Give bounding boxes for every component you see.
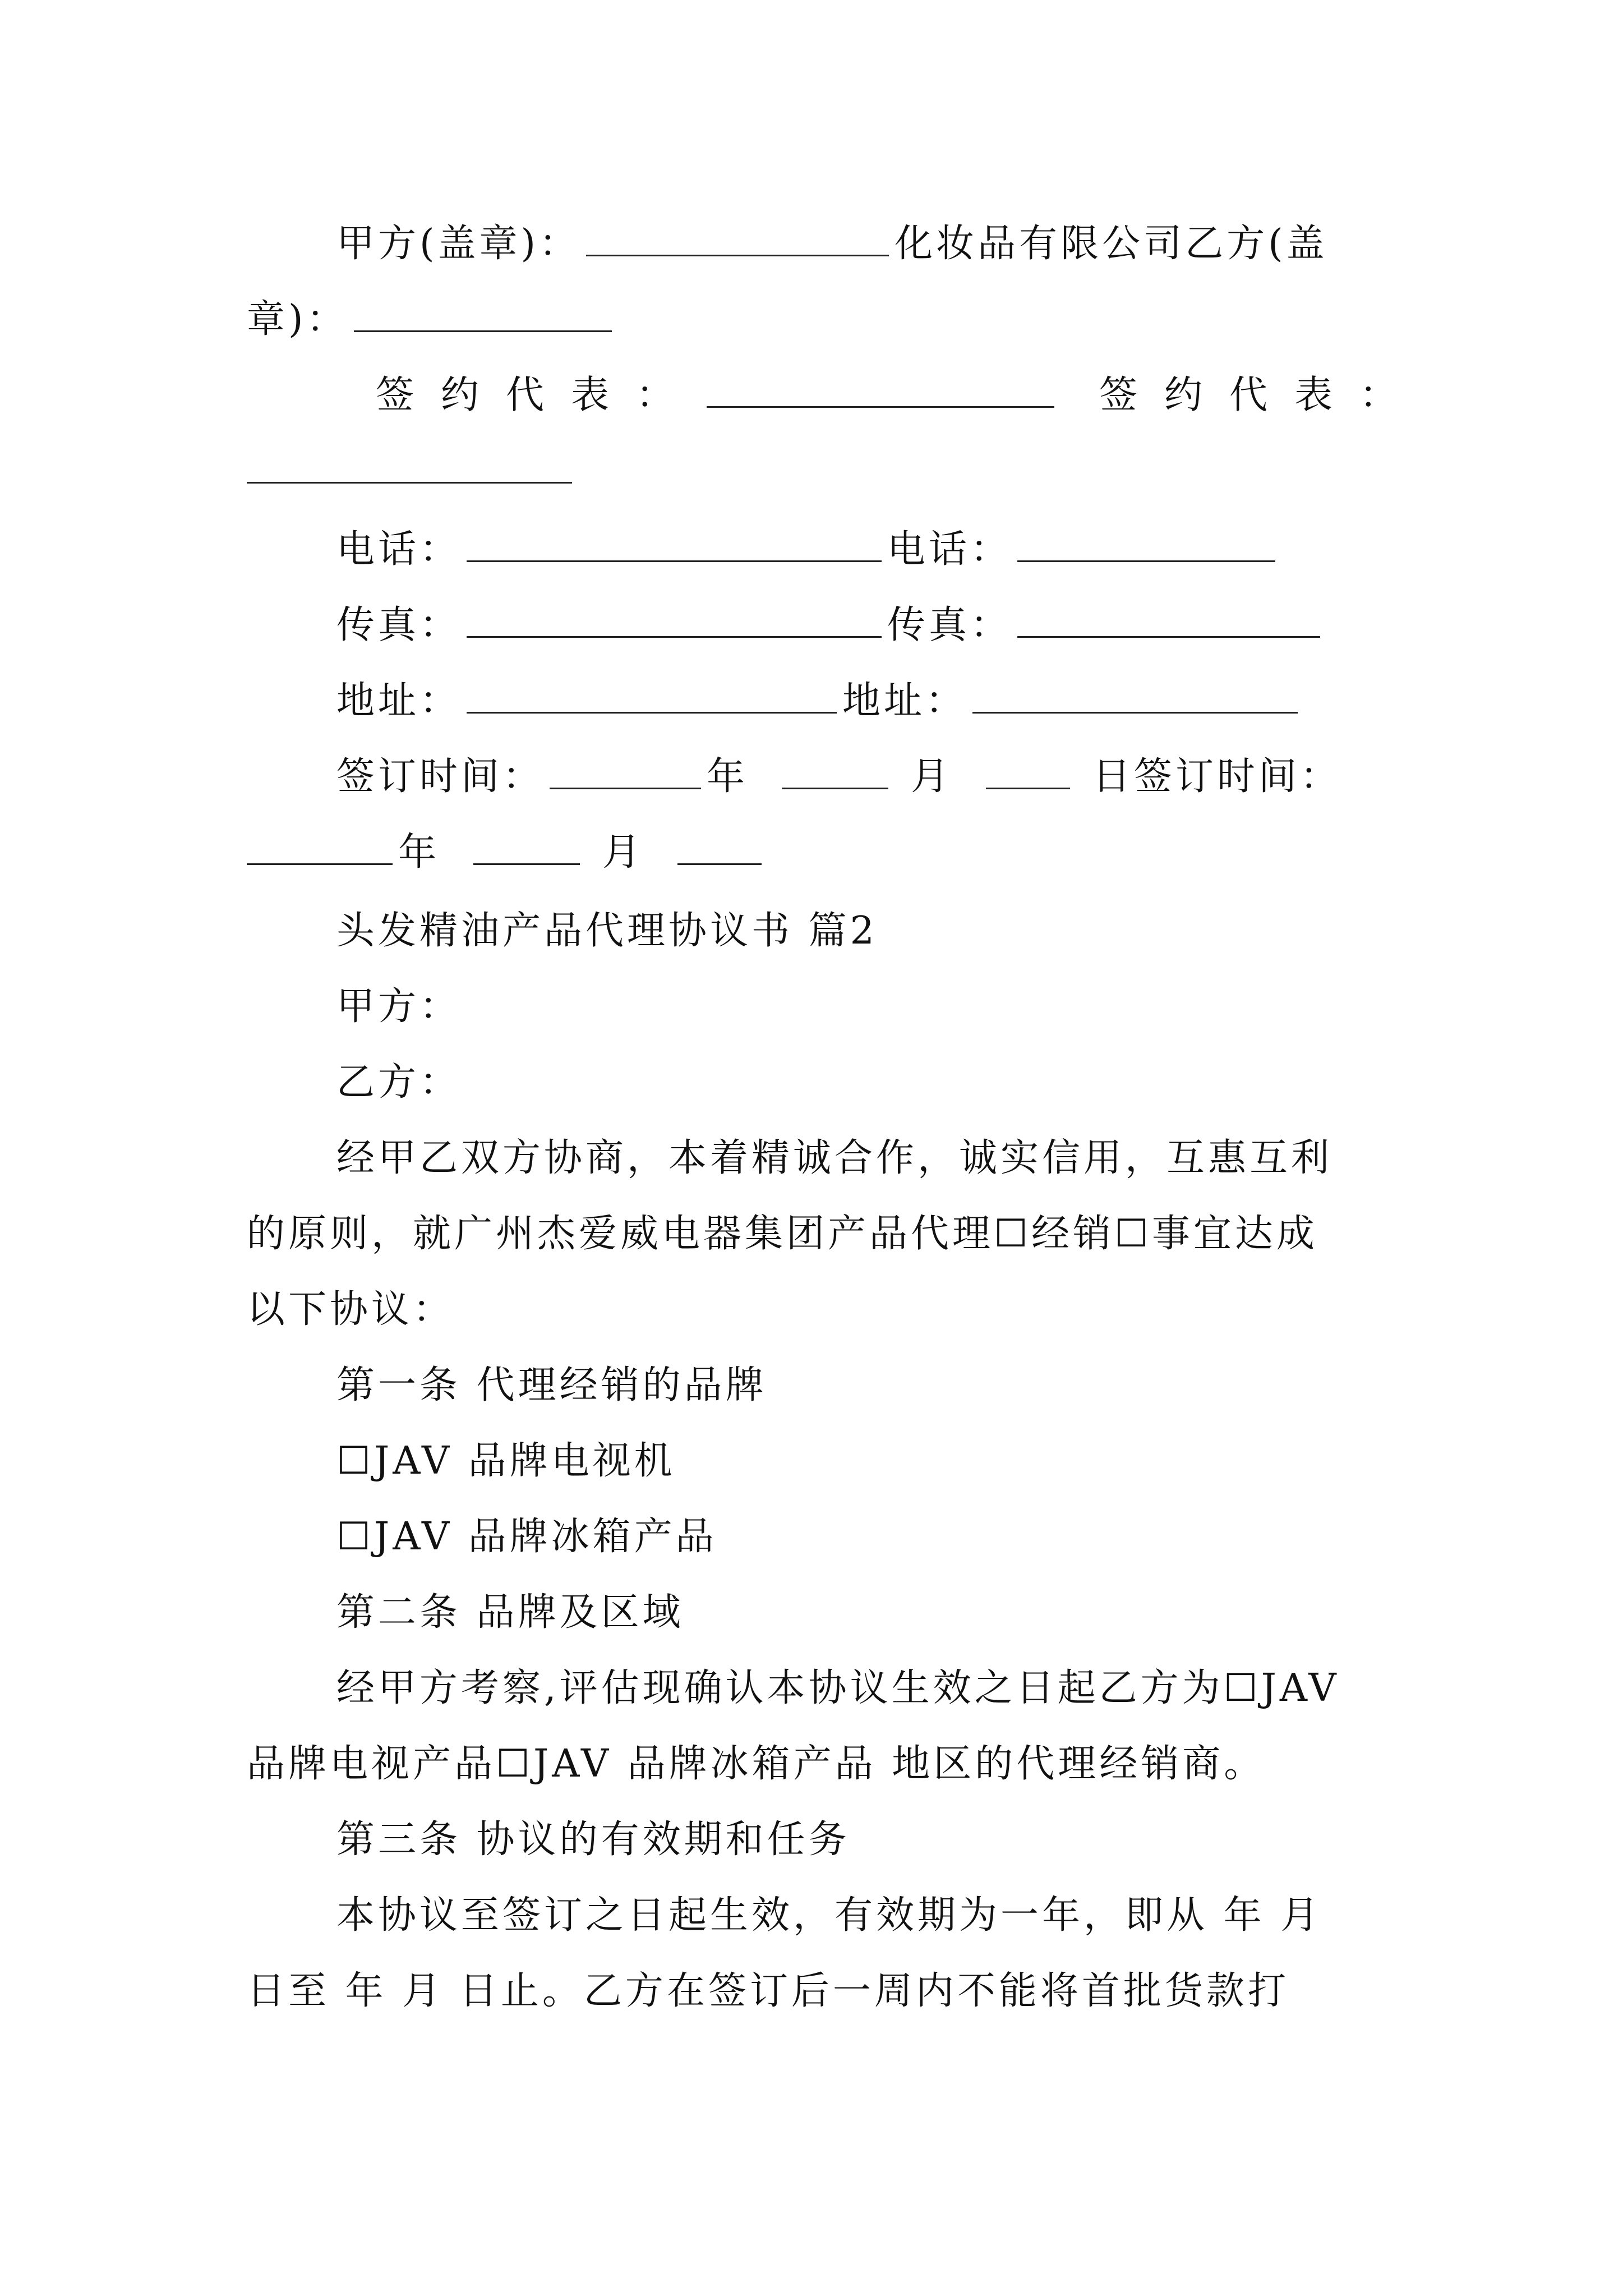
party-a-label: 甲方： (336, 984, 462, 1029)
party-a-seal-label: 甲方(盖章)： (336, 222, 581, 266)
phone-a-label: 电话： (336, 527, 462, 572)
year-b-label: 年 (398, 830, 440, 875)
rep-a-label: 签约代表： (376, 373, 702, 417)
section-title: 头发精油产品代理协议书 篇2 (336, 909, 878, 953)
month-b-blank (473, 831, 580, 865)
party-b-label: 乙方： (336, 1060, 462, 1105)
party-b-blank (354, 298, 612, 332)
fax-a-label: 传真： (336, 603, 462, 647)
article-1-item-2: ☐JAV 品牌冰箱产品 (336, 1515, 717, 1559)
phone-a-blank (467, 528, 882, 562)
date-line (336, 754, 1341, 799)
phone-line (336, 527, 1281, 572)
intro-paragraph-line-2: 的原则，就广州杰爱威电器集团产品代理☐经销☐事宜达成 (247, 1212, 1318, 1256)
party-a-blank (586, 222, 889, 256)
year-a-blank (550, 755, 701, 789)
address-b-label: 地址： (842, 679, 967, 723)
month-a-blank (782, 755, 888, 789)
year-b-blank (247, 831, 393, 865)
address-line (336, 679, 1303, 724)
rep-a-blank (707, 374, 1054, 408)
article-3-title: 第三条 协议的有效期和任务 (336, 1818, 850, 1862)
party-a-seal-line (336, 222, 1328, 266)
article-3-line-1: 本协议至签订之日起生效，有效期为一年，即从 年 月 (336, 1893, 1322, 1938)
fax-line (336, 603, 1326, 648)
day-b-blank (677, 831, 762, 865)
month-a-label: 月 (911, 754, 953, 799)
fax-b-blank (1017, 604, 1320, 638)
day-a-blank (986, 755, 1070, 789)
article-2-line-2: 品牌电视产品☐JAV 品牌冰箱产品 地区的代理经销商。 (247, 1742, 1266, 1786)
article-1-item-1: ☐JAV 品牌电视机 (336, 1439, 676, 1483)
article-2-title: 第二条 品牌及区域 (336, 1590, 684, 1635)
article-2-line-1: 经甲方考察,评估现确认本协议生效之日起乙方为☐JAV (336, 1666, 1340, 1710)
rep-b-blank (247, 449, 572, 484)
article-1-title: 第一条 代理经销的品牌 (336, 1363, 767, 1407)
party-b-seal-line (247, 297, 617, 342)
month-b-label: 月 (602, 830, 644, 875)
party-b-seal-label: 章)： (247, 297, 348, 342)
date-b-label: 日签订时间： (1092, 754, 1342, 799)
intro-paragraph-line-1: 经甲乙双方协商，本着精诚合作，诚实信用，互惠互利 (336, 1136, 1333, 1180)
address-a-blank (467, 679, 837, 714)
fax-b-label: 传真： (887, 603, 1012, 647)
address-a-label: 地址： (336, 679, 462, 723)
rep-b-blank-line (247, 449, 578, 494)
phone-b-label: 电话： (887, 527, 1012, 572)
address-b-blank (972, 679, 1298, 714)
date-b-line (247, 830, 767, 875)
fax-a-blank (467, 604, 882, 638)
rep-line (376, 373, 1424, 418)
date-a-label: 签订时间： (336, 754, 545, 799)
intro-paragraph-line-3: 以下协议： (247, 1287, 455, 1332)
phone-b-blank (1017, 528, 1275, 562)
year-a-label: 年 (707, 754, 749, 799)
rep-b-label: 签约代表： (1099, 373, 1425, 417)
company-suffix: 化妆品有限公司乙方(盖 (895, 222, 1328, 266)
article-3-line-2: 日至 年 月 日止。乙方在签订后一周内不能将首批货款打 (247, 1969, 1289, 2013)
